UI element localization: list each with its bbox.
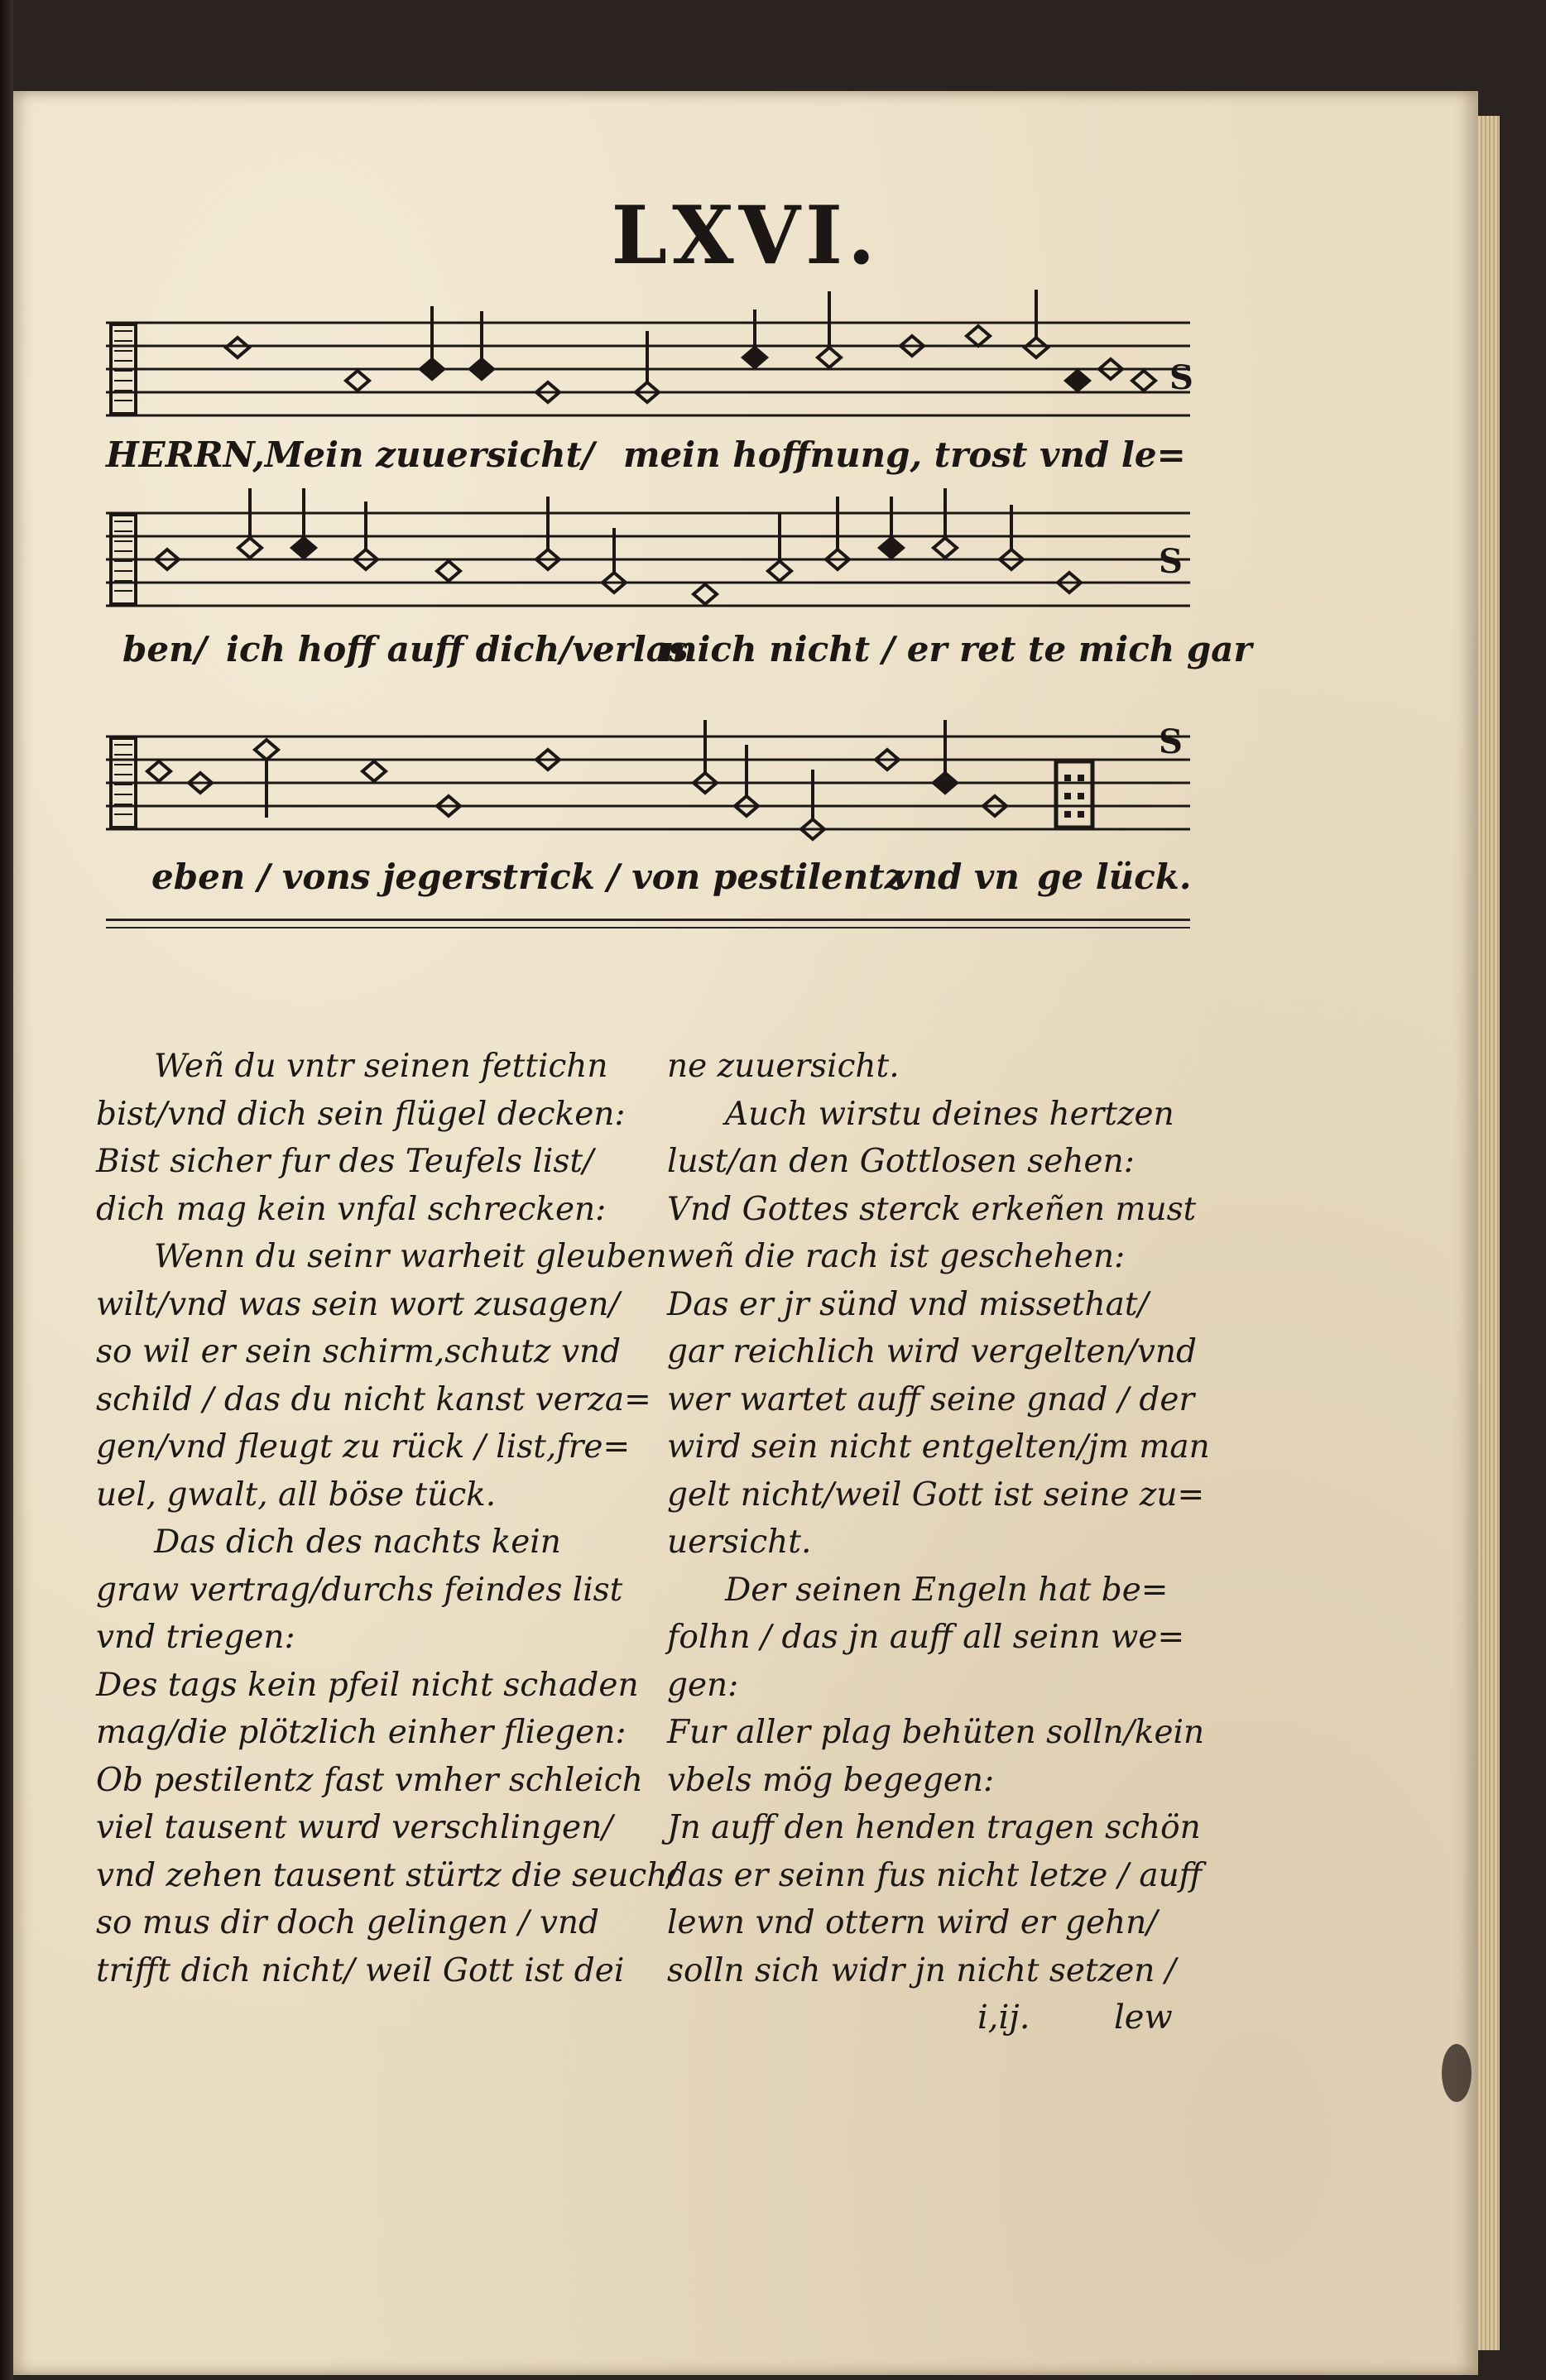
lyric-segment: HERRN,Mein zuuersicht/ [106, 434, 595, 475]
text-line: uel, gwalt, all böse tück. [96, 1476, 497, 1514]
text-line: Wenn du seinr warheit gleuben [154, 1238, 667, 1275]
text-line: Bist sicher fur des Teufels list/ [96, 1143, 594, 1180]
text-line: solln sich widr jn nicht setzen / [667, 1951, 1176, 1989]
text-line: Auch wirstu deines hertzen [725, 1095, 1174, 1133]
text-line: wird sein nicht entgelten/jm man [667, 1428, 1210, 1466]
text-line: dich mag kein vnfal schrecken: [96, 1190, 607, 1228]
lyric-segment: vnd vn [892, 857, 1020, 897]
staff-1-notation [106, 290, 1193, 422]
text-line: Ob pestilentz fast vmher schleich [96, 1761, 643, 1799]
text-line: viel tausent wurd verschlingen/ [96, 1809, 613, 1846]
staff-3-notation [106, 703, 1190, 844]
text-line: trifft dich nicht/ weil Gott ist dei [96, 1951, 625, 1989]
text-line: vnd triegen: [96, 1619, 295, 1656]
text-line: folhn / das jn auff all seinn we= [667, 1619, 1185, 1656]
svg-text:S: S [1159, 542, 1183, 581]
text-line: weñ die rach ist geschehen: [667, 1238, 1126, 1275]
left-text-column [96, 1043, 679, 1994]
text-line: gelt nicht/weil Gott ist seine zu= [667, 1476, 1205, 1514]
section-rule-thin [106, 927, 1190, 928]
ink-stain [1442, 2044, 1472, 2102]
lyric-segment: mich nicht / er ret te mich gar [660, 629, 1252, 669]
text-line: schild / das du nicht kanst verza= [96, 1380, 651, 1418]
section-rule [106, 919, 1190, 921]
lyric-segment: strick / von pestilentz [483, 857, 905, 897]
lyric-segment: ben/ [122, 629, 207, 669]
lyric-segment: eben / vons jegers [151, 857, 502, 897]
text-line: das er seinn fus nicht letze / auff [667, 1856, 1203, 1894]
text-line: gen/vnd fleugt zu rück / list,fre= [96, 1428, 631, 1466]
page-edges [1478, 116, 1500, 2350]
lyric-segment: ge lück. [1037, 857, 1192, 897]
text-line: ne zuuersicht. [667, 1048, 900, 1085]
text-line: so mus dir doch gelingen / vnd [96, 1904, 600, 1941]
music-staff-1 [106, 290, 1193, 475]
signature-mark: i,ij. [977, 1999, 1030, 2037]
music-staff-2 [106, 480, 1252, 669]
staff-3-lyrics [106, 857, 1190, 906]
staff-2-lyrics [106, 629, 1252, 679]
text-line: gar reichlich wird vergelten/vnd [667, 1333, 1197, 1370]
text-line: mag/die plötzlich einher fliegen: [96, 1714, 627, 1751]
text-line: uersicht. [667, 1523, 812, 1561]
text-line: Jn auff den henden tragen schön [667, 1809, 1201, 1846]
text-line: bist/vnd dich sein flügel decken: [96, 1095, 626, 1133]
text-line: lust/an den Gottlosen sehen: [667, 1143, 1135, 1180]
text-line: Der seinen Engeln hat be= [725, 1571, 1169, 1609]
lyric-segment: ich hoff auff dich/verlas [226, 629, 689, 669]
svg-text:S: S [1159, 722, 1183, 761]
text-line: vbels mög begegen: [667, 1761, 995, 1799]
music-staff-3 [106, 703, 1192, 897]
svg-text:S: S [1169, 358, 1193, 397]
text-line: vnd zehen tausent stürtz die seuch/ [96, 1856, 679, 1894]
lyric-segment: mein hoffnung, trost vnd le= [623, 434, 1186, 475]
text-line: lewn vnd ottern wird er gehn/ [667, 1904, 1158, 1941]
text-line: Vnd Gottes sterck erkeñen must [667, 1190, 1197, 1228]
right-text-column [667, 1043, 1210, 1994]
text-line: graw vertrag/durchs feindes list [96, 1571, 623, 1609]
text-line: Des tags kein pfeil nicht schaden [96, 1666, 639, 1704]
text-line: gen: [667, 1666, 739, 1704]
folio-number: LXVI. [611, 189, 881, 282]
book-page [13, 91, 1478, 2375]
text-line: Weñ du vntr seinen fettichn [154, 1048, 608, 1085]
text-line: wilt/vnd was sein wort zusagen/ [96, 1285, 620, 1323]
text-line: Das er jr sünd vnd missethat/ [667, 1285, 1149, 1323]
text-line: wer wartet auff seine gnad / der [667, 1380, 1195, 1418]
staff-2-notation [106, 480, 1190, 621]
catchword: lew [1114, 1999, 1173, 2037]
text-line: Das dich des nachts kein [154, 1523, 561, 1561]
book-gutter [0, 0, 13, 2380]
text-line: Fur aller plag behüten solln/kein [667, 1714, 1205, 1751]
staff-1-lyrics [106, 434, 1190, 484]
text-line: so wil er sein schirm,schutz vnd [96, 1333, 622, 1370]
